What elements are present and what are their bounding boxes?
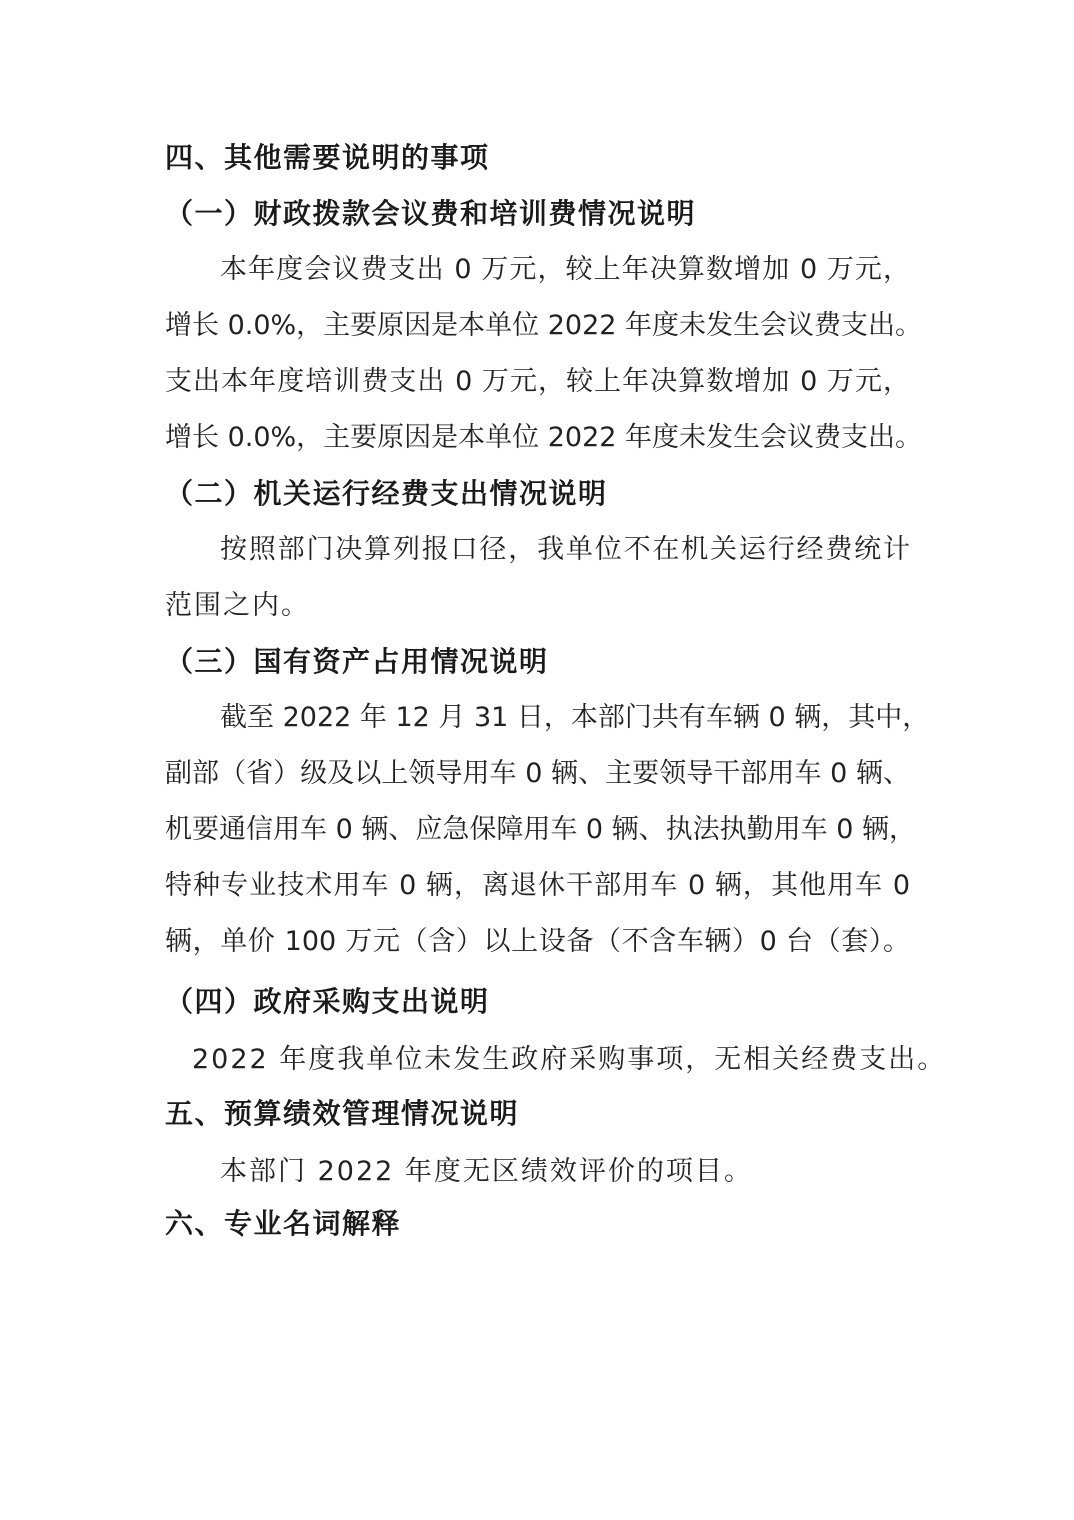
subsection-3-heading: （三）国有资产占用情况说明 [165, 645, 549, 678]
paragraph-line: 支出本年度培训费支出 0 万元，较上年决算数增加 0 万元， [165, 366, 910, 397]
subsection-2-heading: （二）机关运行经费支出情况说明 [165, 477, 608, 510]
paragraph-line: 按照部门决算列报口径，我单位不在机关运行经费统计 [220, 534, 910, 565]
paragraph-line: 本年度会议费支出 0 万元，较上年决算数增加 0 万元， [220, 254, 910, 285]
paragraph-line: 辆，单价 100 万元（含）以上设备（不含车辆）0 台（套）。 [165, 926, 910, 957]
subsection-1-heading: （一）财政拨款会议费和培训费情况说明 [165, 197, 697, 230]
paragraph-line: 2022 年度我单位未发生政府采购事项，无相关经费支出。 [192, 1044, 947, 1075]
paragraph-line: 增长 0.0%，主要原因是本单位 2022 年度未发生会议费支出。 [165, 422, 923, 453]
subsection-4-heading: （四）政府采购支出说明 [165, 985, 490, 1018]
section-4-heading: 四、其他需要说明的事项 [165, 141, 490, 174]
paragraph-line: 截至 2022 年 12 月 31 日，本部门共有车辆 0 辆，其中， [220, 702, 930, 733]
section-6-heading: 六、专业名词解释 [165, 1207, 402, 1240]
paragraph-line: 特种专业技术用车 0 辆，离退休干部用车 0 辆，其他用车 0 [165, 870, 910, 901]
section-5-heading: 五、预算绩效管理情况说明 [165, 1097, 520, 1130]
paragraph-line: 本部门 2022 年度无区绩效评价的项目。 [220, 1156, 753, 1187]
paragraph-line: 副部（省）级及以上领导用车 0 辆、主要领导干部用车 0 辆、 [165, 758, 910, 789]
paragraph-line: 范围之内。 [165, 590, 310, 621]
paragraph-line: 机要通信用车 0 辆、应急保障用车 0 辆、执法执勤用车 0 辆， [165, 814, 917, 845]
paragraph-line: 增长 0.0%，主要原因是本单位 2022 年度未发生会议费支出。 [165, 310, 923, 341]
